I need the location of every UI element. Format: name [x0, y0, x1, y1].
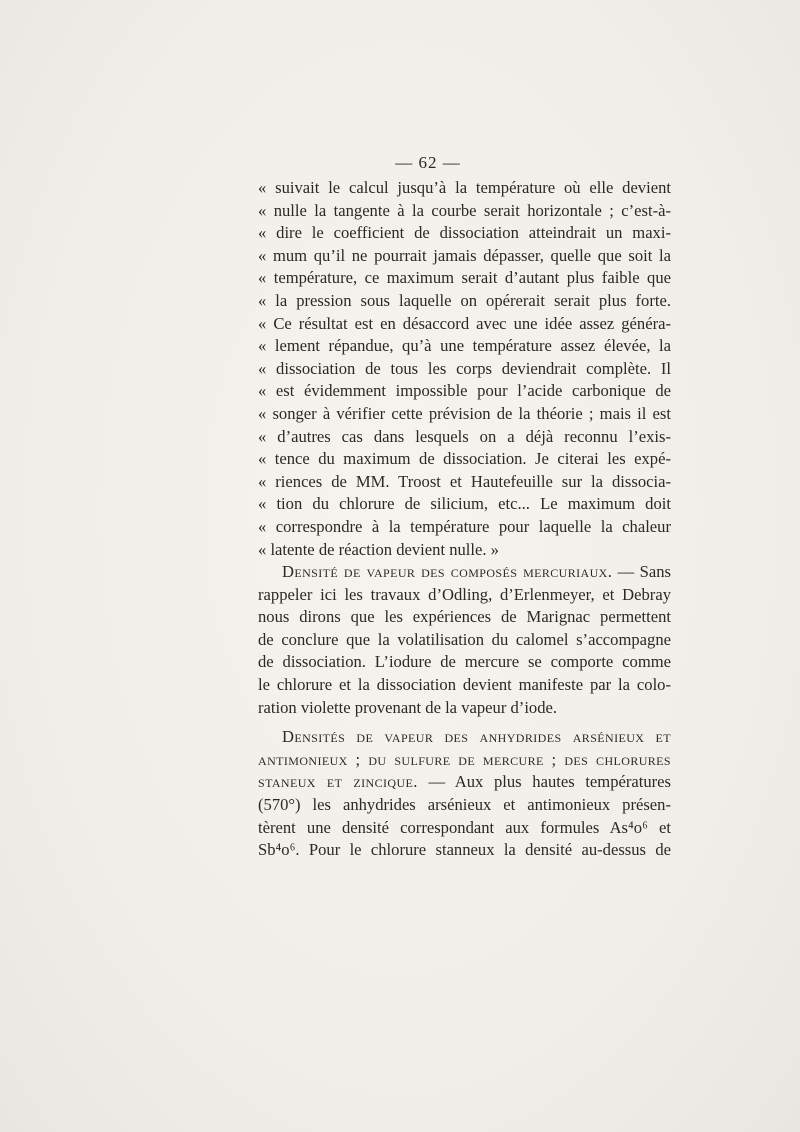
mercury-paragraph-first-line	[258, 561, 671, 584]
paragraph-line: tèrent une densité correspondant aux formules As⁴o⁶ et	[258, 817, 671, 837]
paragraph-line: de dissociation. L’iodure de mercure se comporte comme	[258, 652, 671, 672]
paragraph-line: rappeler ici les travaux d’Odling, d’Erlenmeyer, et Debray	[258, 584, 671, 604]
quote-line: « la pression sous laquelle on opérerait serait plus forte.	[258, 290, 671, 310]
quote-line: « riences de MM. Troost et Hautefeuille sur la dissocia-	[258, 471, 671, 491]
quote-line: « correspondre à la température pour laquelle la chaleur	[258, 516, 671, 536]
quote-line: « est évidemment impossible pour l’acide carbonique de	[258, 381, 671, 401]
quote-line: « d’autres cas dans lesquels on a déjà reconnu l’exis-	[258, 426, 671, 446]
paragraph-line: nous dirons que les expériences de Marignac permettent	[258, 607, 671, 627]
paragraph-line: le chlorure et la dissociation devient manifeste par la colo-	[258, 675, 671, 695]
quote-line: « dire le coefficient de dissociation atteindrait un maxi-	[258, 223, 671, 243]
body-text	[258, 177, 671, 862]
heading-continuation: — Aux plus hautes températures	[417, 772, 672, 792]
section-heading-anhydrides: antimonieux ; du sulfure de mercure ; des chlorures	[258, 749, 671, 769]
section-heading-anhydrides: staneux et zincique.	[258, 772, 418, 792]
quote-line: « tence du maximum de dissociation. Je citerai les expé-	[258, 449, 671, 469]
paragraph-line: Sb⁴o⁶. Pour le chlorure stanneux la densité au-dessus de	[258, 840, 671, 860]
page-number: — 62 —	[395, 153, 461, 172]
quote-line: « dissociation de tous les corps deviendrait complète. Il	[258, 358, 671, 378]
quote-line: « suivait le calcul jusqu’à la température où elle devient	[258, 178, 671, 197]
quote-line: « songer à vérifier cette prévision de la théorie ; mais il est	[258, 403, 671, 423]
paragraph-line: ration violette provenant de la vapeur d’iode.	[258, 697, 558, 717]
quote-line: « nulle la tangente à la courbe serait horizontale ; c’est-à-	[258, 200, 671, 220]
quote-line: « température, ce maximum serait d’autant plus faible que	[258, 268, 671, 288]
section-heading-mercury: Densité de vapeur des composés mercuriaux.	[282, 562, 613, 582]
quote-line: « tion du chlorure de silicium, etc... Le maximum doit	[258, 494, 671, 514]
paragraph-line: de conclure que la volatilisation du calomel s’accompagne	[258, 629, 671, 649]
section-heading-anhydrides: Densités de vapeur des anhydrides arsénieux et	[282, 727, 671, 747]
heading-continuation: — Sans	[612, 562, 671, 582]
quote-line: « Ce résultat est en désaccord avec une idée assez généra-	[258, 313, 671, 333]
quote-line: « mum qu’il ne pourrait jamais dépasser, quelle que soit la	[258, 245, 671, 265]
anhydride-heading-last-line	[258, 771, 671, 794]
quote-line: « latente de réaction devient nulle. »	[258, 539, 499, 559]
paragraph-line: (570°) les anhydrides arsénieux et antimonieux présen-	[258, 795, 671, 815]
quote-line: « lement répandue, qu’à une température assez élevée, la	[258, 336, 671, 356]
